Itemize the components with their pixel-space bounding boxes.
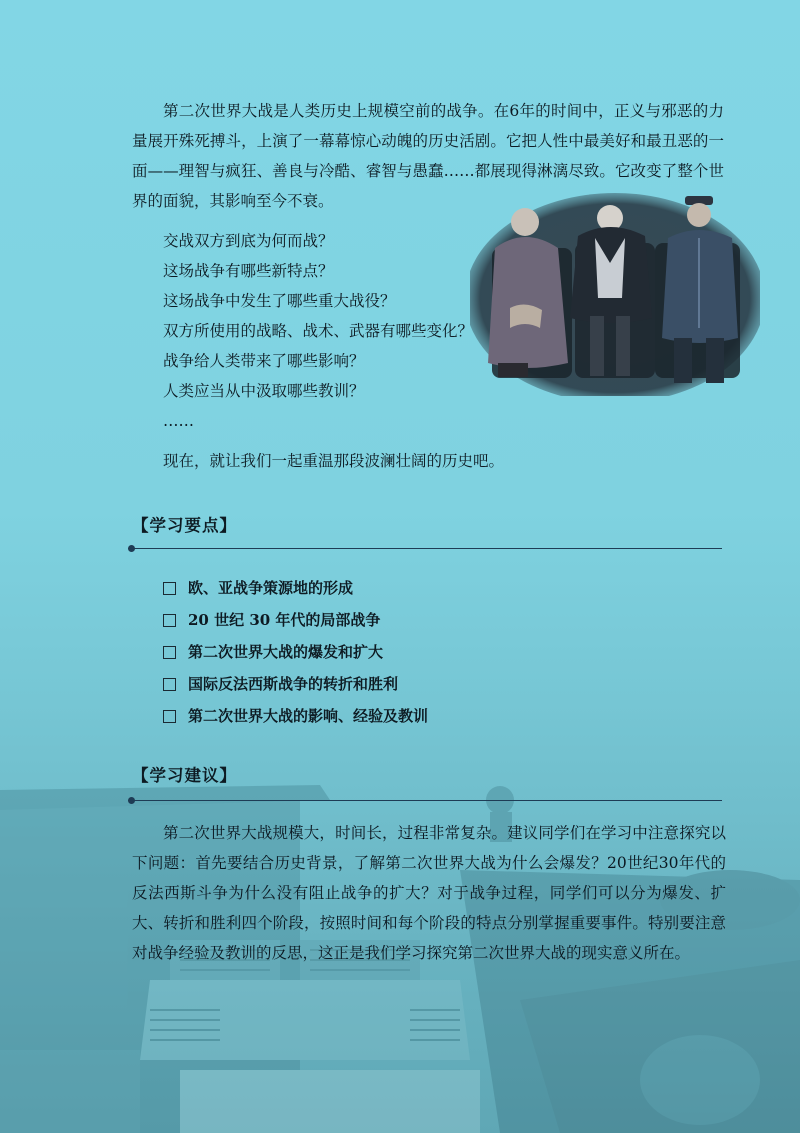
question-item: 战争给人类带来了哪些影响？	[163, 352, 365, 370]
question-item: ……	[163, 412, 194, 430]
question-item: 这场战争中发生了哪些重大战役？	[163, 292, 396, 310]
study-advice-title: 【学习建议】	[132, 766, 237, 785]
study-point-label: 第二次世界大战的影响、经验及教训	[188, 707, 429, 725]
study-points-title: 【学习要点】	[132, 516, 237, 535]
checkbox-icon	[163, 614, 176, 627]
study-point-label: 欧、亚战争策源地的形成	[188, 579, 354, 597]
study-points-list	[163, 572, 428, 732]
study-point-item	[163, 668, 428, 700]
study-point-item	[163, 604, 428, 636]
yalta-conference-photo	[470, 188, 760, 396]
study-advice-paragraph: 第二次世界大战规模大，时间长，过程非常复杂。建议同学们在学习中注意探究以下问题：首先要结合历史背景，了解第二次世界大战为什么会爆发？20世纪30年代的反法西斯斗争为什么没有阻止战争的扩大？对于战争过程，同学们可以分为爆发、扩大、转折和胜利四个阶段，按照时间和每个阶段的特点分别掌握重要事件。特别要注意对战争经验及教训的反思，这正是我们学习探究第二次世界大战的现实意义所在。	[132, 824, 726, 962]
question-item: 人类应当从中汲取哪些教训？	[163, 382, 365, 400]
study-point-item	[163, 636, 428, 668]
intro-paragraph: 第二次世界大战是人类历史上规模空前的战争。在6年的时间中，正义与邪恶的力量展开殊死搏斗，上演了一幕幕惊心动魄的历史活剧。它把人性中最美好和最丑恶的一面——理智与疯狂、善良与冷酷、睿智与愚蠢……都展现得淋漓尽致。它改变了整个世界的面貌，其影响至今不衰。	[132, 102, 724, 210]
question-item: 双方所使用的战略、战术、武器有哪些变化？	[163, 322, 474, 340]
checkbox-icon	[163, 646, 176, 659]
study-point-label: 第二次世界大战的爆发和扩大	[188, 643, 384, 661]
question-list	[163, 226, 473, 436]
study-point-item	[163, 572, 428, 604]
closing-sentence: 现在，就让我们一起重温那段波澜壮阔的历史吧。	[163, 452, 505, 470]
section-divider	[128, 800, 722, 801]
section-divider	[128, 548, 722, 549]
checkbox-icon	[163, 582, 176, 595]
checkbox-icon	[163, 678, 176, 691]
question-item: 这场战争有哪些新特点？	[163, 262, 334, 280]
study-point-item	[163, 700, 428, 732]
study-point-label: 国际反法西斯战争的转折和胜利	[188, 675, 399, 693]
study-point-label: 20 世纪 30 年代的局部战争	[188, 611, 381, 629]
checkbox-icon	[163, 710, 176, 723]
question-item: 交战双方到底为何而战？	[163, 232, 334, 250]
